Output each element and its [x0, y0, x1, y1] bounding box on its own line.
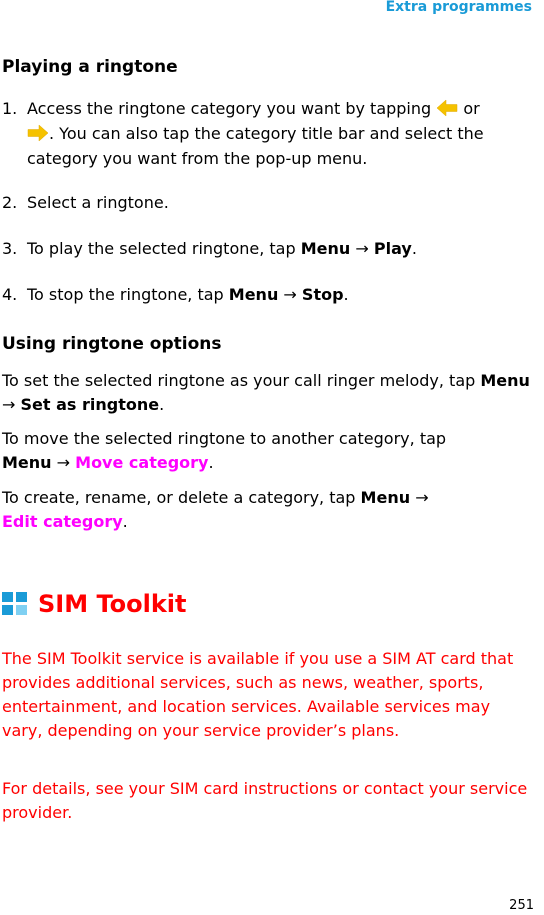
option-text: To set the selected ringtone as your call ringer melody, tap [2, 371, 481, 390]
menu-label: Menu [228, 285, 279, 304]
menu-label: Menu [2, 453, 52, 472]
action-label: Stop [301, 285, 344, 304]
sim-toolkit-title: SIM Toolkit [38, 590, 187, 618]
step-number: 4. [2, 285, 18, 304]
step-4 [2, 282, 530, 307]
step-1 [2, 96, 530, 171]
option-move-category [2, 427, 530, 475]
tiles-icon [2, 592, 28, 616]
period: . [208, 453, 214, 472]
arrow-separator: → [278, 285, 302, 304]
period: . [411, 239, 417, 258]
arrow-separator: → [51, 453, 76, 472]
arrow-separator: → [410, 488, 429, 507]
step-text: Select a ringtone. [27, 193, 169, 212]
step-3 [2, 236, 530, 261]
step-text: To stop the ringtone, tap [27, 285, 229, 304]
step-text: Access the ringtone category you want by tapping [27, 99, 437, 118]
option-edit-category [2, 486, 530, 534]
step-2 [2, 190, 530, 215]
section-title-options: Using ringtone options [2, 334, 222, 354]
step-text-or: or [458, 99, 480, 118]
menu-label: Menu [360, 488, 411, 507]
period: . [343, 285, 349, 304]
period: . [159, 395, 165, 414]
step-number: 2. [2, 193, 18, 212]
step-number: 3. [2, 239, 18, 258]
left-arrow-icon [436, 99, 458, 117]
action-label: Play [373, 239, 412, 258]
period: . [122, 512, 128, 531]
step-number: 1. [2, 99, 18, 118]
arrow-separator: → [350, 239, 374, 258]
step-text: . You can also tap the category title bar and select the category you want from the pop-up menu. [27, 124, 484, 168]
section-title-playing: Playing a ringtone [2, 57, 178, 77]
page-number: 251 [509, 898, 534, 913]
option-set-ringtone [2, 369, 530, 417]
sim-paragraph-2: For details, see your SIM card instructions or contact your service provider. [2, 779, 528, 822]
option-text: To create, rename, or delete a category, tap [2, 488, 361, 507]
menu-label: Menu [480, 371, 530, 390]
sim-paragraph-1: The SIM Toolkit service is available if you use a SIM AT card that provides additional services, such as news, weather, sports, entertainment, and location services. Available services may vary, depending on your service provider’s plans. [2, 649, 514, 740]
action-label: Edit category [2, 512, 123, 531]
action-label: Set as ringtone [20, 395, 160, 414]
arrow-separator: → [2, 395, 21, 414]
menu-label: Menu [300, 239, 351, 258]
steps-list [2, 96, 530, 307]
right-arrow-icon [27, 124, 49, 142]
step-text: To play the selected ringtone, tap [27, 239, 301, 258]
option-text: To move the selected ringtone to another category, tap [2, 429, 447, 448]
chapter-header: Extra programmes [385, 0, 532, 15]
action-label: Move category [75, 453, 209, 472]
